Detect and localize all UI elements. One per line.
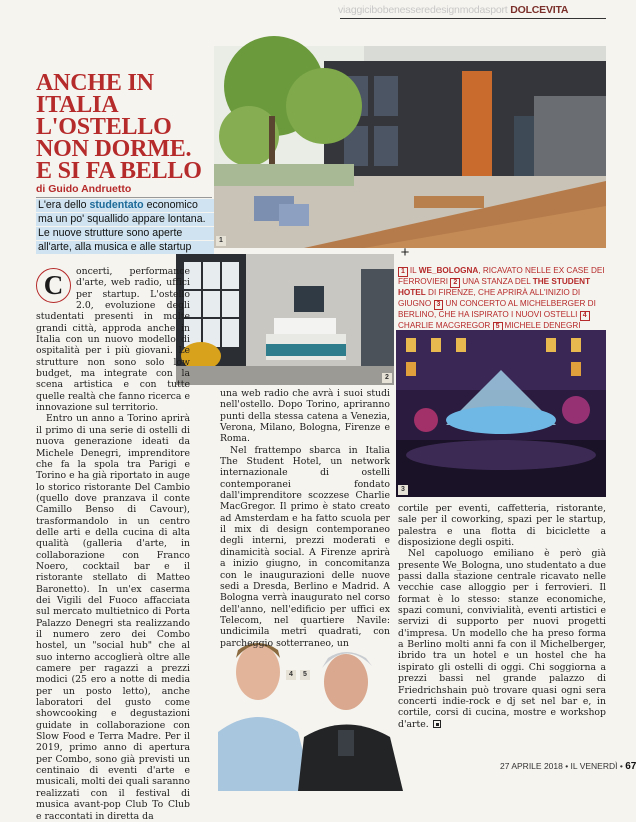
article-column-3: [398, 503, 606, 730]
article-column-2: [220, 388, 390, 649]
portraits-image: [218, 632, 418, 791]
deck-line: all'arte, alla musica e alle startup: [36, 241, 214, 254]
photo-portraits: [218, 632, 418, 791]
photo-concert: [396, 330, 606, 497]
plus-icon: +: [400, 244, 410, 261]
deck-line: L'era dello studentato economico: [36, 199, 214, 212]
paragraph: Nel capoluogo emiliano è però già presente We_Bologna, uno studentato a due passi dalla stazione centrale ricavato nelle vecchie case alloggio per i ferrovieri. Il format è lo stesso: stanze economiche, spazi comuni, convivialità, eventi artistici e servizi di supporto per nuovi progetti d'impresa. Un modello che ha preso forma a Berlino molti anni fa con il Michelberger, ibrido tra un hotel e un hostel che ha ispirato gli ostelli di oggi. Chi soggiorna a prezzi bassi nel grande palazzo di Friedrichshain può trovare quasi ogni sera concerti indie-rock e dj set nel bar e, in cortile, corsi di cucina, mostre e workshop d'arte.: [398, 548, 606, 730]
article-column-1: [36, 266, 190, 822]
paragraph: una web radio che avrà i suoi studi nell'ostello. Dopo Torino, apriranno punti della stessa catena a Venezia, Verona, Milano, Bologna, Firenze e Roma.: [220, 388, 390, 445]
deck-line: Le nuove strutture sono aperte: [36, 227, 214, 240]
header-rule: [340, 18, 606, 19]
photo-number: 2: [382, 373, 392, 383]
photo-number: 3: [398, 485, 408, 495]
nav-category: viaggi: [338, 4, 365, 16]
issue-date: 27 APRILE 2018 • IL VENERDÌ •: [500, 761, 623, 771]
photo-room: [176, 254, 394, 385]
byline-rule: [36, 197, 212, 198]
photo-caption: 1 IL WE_BOLOGNA, RICAVATO NELLE EX CASE DEI FERROVIERI 2 UNA STANZA DEL THE STUDENT HOTEL DI FIRENZE, CHE APRIRÀ ALL'INIZIO DI GIUGNO 3 UN CONCERTO AL MICHELBERGER DI BERLINO, CHE HA ISPIRATO I NUOVI OSTELLI 4CHARLIE MACGREGOR 5 MICHELE DENEGRI: [398, 266, 605, 330]
drop-cap: C: [36, 268, 71, 303]
photo-number: 1: [216, 236, 226, 246]
photo-number: 5: [300, 670, 310, 680]
nav-category: benessere: [382, 4, 430, 16]
paragraph: cortile per eventi, caffetteria, ristorante, sale per il coworking, spazi per le startup, palestra e una flotta di biciclette a disposizione degli ospiti.: [398, 503, 606, 549]
deck: [36, 199, 214, 255]
page-number: 67: [625, 761, 636, 772]
byline: di Guido Andruetto: [36, 183, 132, 195]
deck-line: ma un po' squallido appare lontana.: [36, 213, 214, 226]
headline: ANCHE IN ITALIA L'OSTELLO NON DORME. E SI FA BELLO: [36, 70, 202, 184]
nav-category: moda: [459, 4, 486, 16]
paragraph: C oncerti, performance d'arte, web radio, uffici per startup. L'ostello 2.0, evoluzione degli studentati presenti in molte grandi città, approda anche in Italia con un nuovo modello di ospitalità per i più giovani. Le strutture non sono solo low budget, ma integrate con la scena artistica e con tutte quelle realtà che fanno ricerca e innovazione sul territorio.: [36, 266, 190, 414]
nav-category: cibo: [364, 4, 383, 16]
nav-category: design: [429, 4, 460, 16]
paragraph: Entro un anno a Torino aprirà il primo di una serie di ostelli di nuova generazione ideati da Michele Denegri, imprenditore che fa la spola tra Parigi e Torino e ha già riportato in auge lo storico ristorante Del Cambio (quello dove pranzava il conte Camillo Benso di Cavour), trasformandolo in un centro delle arti e della cucina di alta qualità (galleria d'arte, in collaborazione con Franco Noero, cocktail bar e il ristorante stellato di Matteo Baronetto). In un'ex caserma dei Vigili del Fuoco affacciata sul mercato multietnico di Porta Palazzo Denegri sta realizzando il numero zero dei Combo hostel, un "social hub" che al suo interno accoglierà oltre alle camere per ragazzi a prezzi modici (25 ero a notte di media per un posto letto), anche laboratori del gusto come showcooking e degustazioni guidate in collaborazione con Slow Food e Terra Madre. Per il 2019, primo anno di apertura per Combo, sono già previsti un centinaio di eventi d'arte e musicali, molti dei quali saranno realizzati con il festival di musica avant-pop Club To Club e raccontati in diretta da: [36, 413, 190, 822]
courtyard-image: [214, 46, 606, 248]
paragraph: Nel frattempo sbarca in Italia The Student Hotel, un network internazionale di ostelli contemporanei fondato dall'imprenditore scozzese Charlie MacGregor. Il primo è stato creato ad Amsterdam e ha fatto scuola per il mix di design contemporaneo degli interni, prezzi moderati e dinamicità social. A Firenze aprirà a inizio giugno, in concomitanza con le inaugurazioni delle nuove sedi a Dresda, Berlino e Madrid. A Bologna verrà inaugurato nel corso dell'anno, nell'edificio per uffici ex Telecom, nel quartiere Navile: undicimila metri quadrati, con parcheggio sotterraneo, un: [220, 444, 390, 649]
end-mark-icon: [433, 720, 441, 728]
nav-category: sport: [485, 4, 508, 16]
room-image: [176, 254, 394, 385]
photo-number: 4: [286, 670, 296, 680]
concert-image: [396, 330, 606, 497]
page-footer: [500, 761, 636, 772]
section-name: DOLCEVITA: [510, 4, 569, 16]
section-nav: [338, 4, 610, 16]
photo-courtyard: [214, 46, 606, 248]
